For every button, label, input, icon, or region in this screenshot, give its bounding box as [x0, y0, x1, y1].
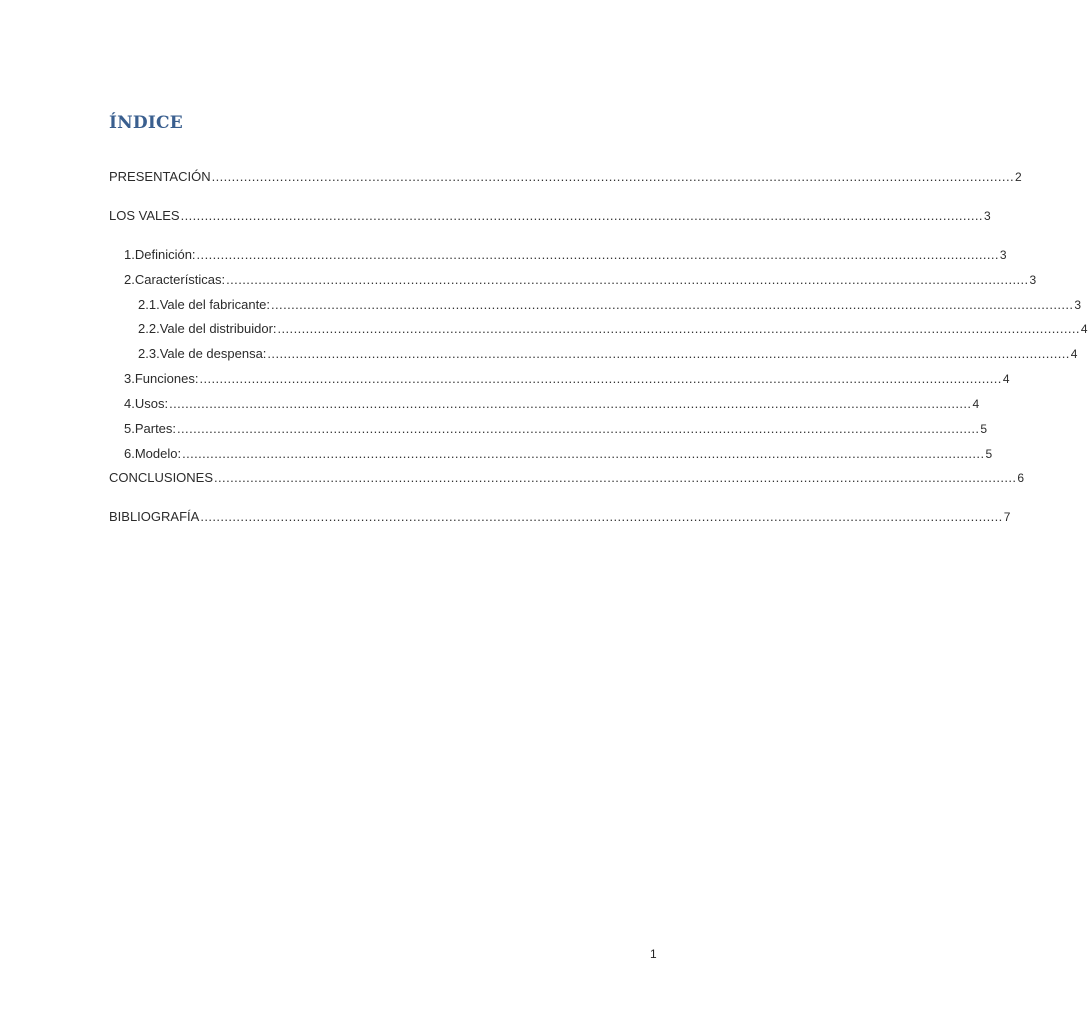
- toc-entry-number: 4.: [124, 396, 135, 411]
- toc-entry-label: Usos:: [134, 396, 169, 411]
- toc-entry-number: 2.: [124, 272, 135, 287]
- toc-entry-page: 3: [1029, 273, 1037, 287]
- toc-entry-number: 6.: [124, 446, 135, 461]
- page-number: 1: [650, 947, 657, 961]
- toc-entry[interactable]: [109, 469, 1025, 487]
- toc-entry-page: 6: [1017, 471, 1025, 485]
- toc-entry-page: 3: [999, 248, 1007, 262]
- toc-entry-page: 7: [1003, 510, 1011, 524]
- toc-entry-number: 2.2.: [138, 321, 160, 336]
- toc-entry[interactable]: [124, 395, 980, 413]
- toc-entry[interactable]: [109, 508, 1011, 526]
- toc-entry[interactable]: [109, 207, 991, 225]
- toc-entry-page: 5: [985, 447, 993, 461]
- toc-leader-dots: ........................................................................................................................................................................................................: [200, 509, 1003, 524]
- toc-leader-dots: ........................................................................................................................................................................................................: [177, 421, 980, 436]
- toc-entry[interactable]: [138, 345, 1078, 363]
- toc-entry[interactable]: [109, 168, 1022, 186]
- toc-entry-number: 3.: [124, 371, 135, 386]
- toc-entry-number: 5.: [124, 421, 135, 436]
- toc-leader-dots: ........................................................................................................................................................................................................: [267, 346, 1070, 361]
- index-title: ÍNDICE: [109, 113, 183, 133]
- toc-leader-dots: ........................................................................................................................................................................................................: [169, 396, 972, 411]
- toc-entry[interactable]: [124, 420, 988, 438]
- toc-entry-page: 4: [1002, 372, 1010, 386]
- toc-entry-label: CONCLUSIONES: [109, 470, 214, 485]
- toc-leader-dots: ........................................................................................................................................................................................................: [211, 169, 1014, 184]
- toc-leader-dots: ........................................................................................................................................................................................................: [180, 208, 983, 223]
- toc-entry[interactable]: [138, 296, 1082, 314]
- toc-leader-dots: ........................................................................................................................................................................................................: [214, 470, 1017, 485]
- toc-entry-page: 4: [1080, 322, 1088, 336]
- toc-entry-number: 2.3.: [138, 346, 160, 361]
- toc-entry-label: BIBLIOGRAFÍA: [109, 509, 200, 524]
- toc-entry-label: Modelo:: [134, 446, 182, 461]
- toc-entry-page: 4: [1070, 347, 1078, 361]
- toc-entry-page: 4: [972, 397, 980, 411]
- toc-leader-dots: ........................................................................................................................................................................................................: [277, 321, 1080, 336]
- toc-entry-number: 1.: [124, 247, 135, 262]
- toc-entry-label: Vale de despensa:: [159, 346, 267, 361]
- toc-entry-label: PRESENTACIÓN: [109, 169, 211, 184]
- toc-entry-number: 2.1.: [138, 297, 160, 312]
- toc-leader-dots: ........................................................................................................................................................................................................: [271, 297, 1074, 312]
- toc-entry[interactable]: [124, 445, 993, 463]
- toc-entry-label: LOS VALES: [109, 208, 180, 223]
- toc-entry-label: Partes:: [134, 421, 177, 436]
- toc-entry-label: Funciones:: [134, 371, 199, 386]
- toc-entry-label: Características:: [134, 272, 226, 287]
- toc-entry[interactable]: [124, 246, 1007, 264]
- toc-entry-page: 3: [983, 209, 991, 223]
- toc-leader-dots: ........................................................................................................................................................................................................: [226, 272, 1029, 287]
- toc-entry-page: 2: [1014, 170, 1022, 184]
- toc-leader-dots: ........................................................................................................................................................................................................: [182, 446, 985, 461]
- toc-entry-label: Vale del fabricante:: [159, 297, 271, 312]
- toc-entry-page: 5: [980, 422, 988, 436]
- toc-entry[interactable]: [124, 370, 1010, 388]
- toc-entry-label: Definición:: [134, 247, 196, 262]
- toc-leader-dots: ........................................................................................................................................................................................................: [196, 247, 999, 262]
- toc-leader-dots: ........................................................................................................................................................................................................: [199, 371, 1002, 386]
- toc-entry[interactable]: [138, 320, 1088, 338]
- toc-entry[interactable]: [124, 271, 1037, 289]
- toc-entry-page: 3: [1074, 298, 1082, 312]
- toc-entry-label: Vale del distribuidor:: [159, 321, 277, 336]
